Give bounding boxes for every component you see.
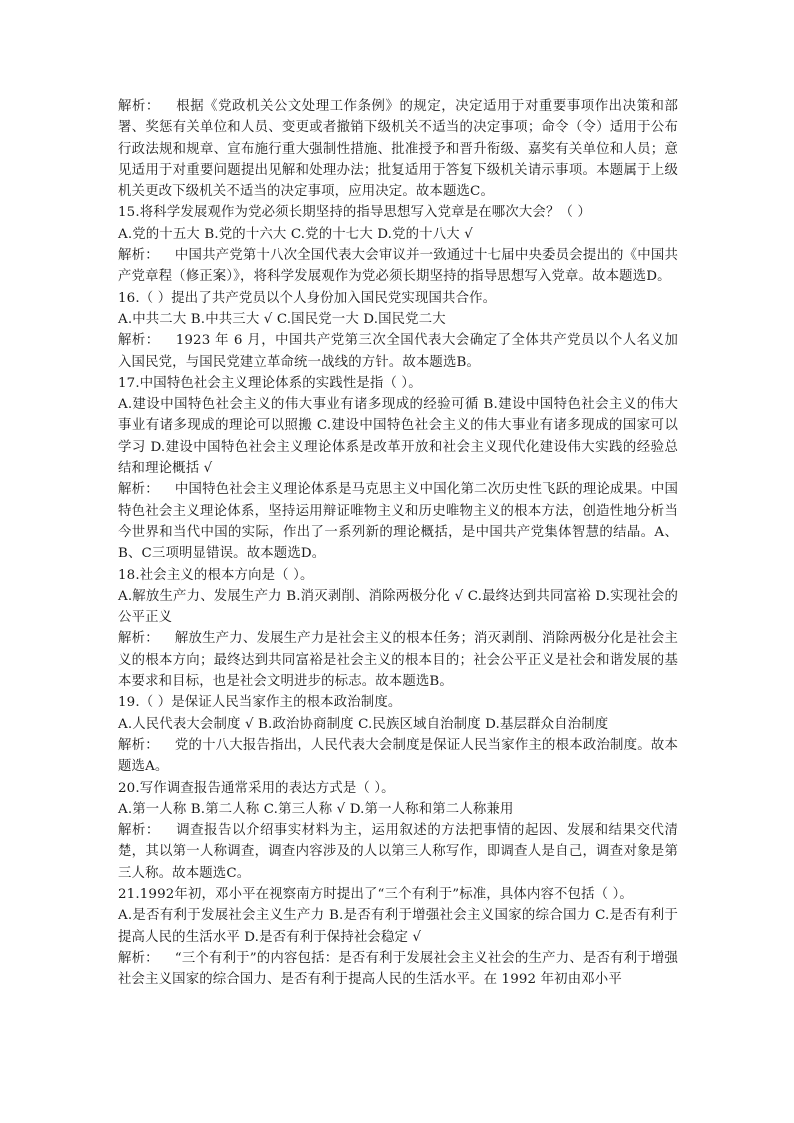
options-20: A.第一人称 B.第二人称 C.第三人称 √ D.第一人称和第二人称兼用 [118, 801, 514, 817]
analysis-label: 解析： [118, 737, 159, 753]
question-17: 17.中国特色社会主义理论体系的实践性是指（ ）。 [118, 375, 422, 391]
analysis-text: 中国特色社会主义理论体系是马克思主义中国化第二次历史性飞跃的理论成果。中国特色社会主义理论体系，坚持运用辩证唯物主义和历史唯物主义的根本方法，创造性地分析当今世界和当代中国的实际，作出了一系列新的理论概括，是中国共产党集体智慧的结晶。A、B、C三项明显错误。故本题选D。 [118, 482, 678, 562]
question-15: 15.将科学发展观作为党必须长期坚持的指导思想写入党章是在哪次大会？（ ） [118, 205, 591, 221]
options-18: A.解放生产力、发展生产力 B.消灭剥削、消除两极分化 √ C.最终达到共同富裕 D.实现社会的公平正义 [118, 588, 678, 626]
analysis-paragraph [118, 479, 678, 564]
options-17: A.建设中国特色社会主义的伟大事业有诸多现成的经验可循 B.建设中国特色社会主义的伟大事业有诸多现成的理论可以照搬 C.建设中国特色社会主义的伟大事业有诸多现成的国家可以学习 D.建设中国特色社会主义理论体系是改革开放和社会主义现代化建设伟大实践的经验总结和理论概括 √ [118, 397, 678, 477]
question-19: 19.（ ）是保证人民当家作主的根本政治制度。 [118, 695, 402, 711]
options-16: A.中共二大 B.中共三大 √ C.国民党一大 D.国民党二大 [118, 311, 446, 327]
question-18: 18.社会主义的根本方向是（ ）。 [118, 567, 314, 583]
question-16: 16.（ ）提出了共产党员以个人身份加入国民党实现国共合作。 [118, 290, 497, 306]
analysis-label: 解析： [118, 248, 159, 264]
options-19: A.人民代表大会制度 √ B.政治协商制度 C.民族区域自治制度 D.基层群众自治制度 [118, 716, 609, 732]
analysis-text: 党的十八大报告指出，人民代表大会制度是保证人民当家作主的根本政治制度。故本题选A。 [118, 737, 678, 775]
analysis-label: 解析： [118, 950, 159, 966]
analysis-text: 调查报告以介绍事实材料为主，运用叙述的方法把事情的起因、发展和结果交代清楚，其以第一人称调查，调查内容涉及的人以第三人称写作，即调查人是自己，调查对象是第三人称。故本题选C。 [118, 823, 679, 881]
analysis-label: 解析： [118, 482, 159, 498]
analysis-label: 解析： [118, 631, 159, 647]
analysis-paragraph [118, 628, 678, 692]
analysis-paragraph [118, 735, 678, 778]
analysis-paragraph [118, 820, 678, 884]
analysis-paragraph [118, 96, 678, 202]
analysis-label: 解析： [118, 333, 160, 349]
analysis-text: 解放生产力、发展生产力是社会主义的根本任务；消灭剥削、消除两极分化是社会主义的根本方向；最终达到共同富裕是社会主义的根本目的；社会公平正义是社会和谐发展的基本要求和目标，也是社会文明进步的标志。故本题选B。 [118, 631, 678, 690]
analysis-paragraph [118, 948, 678, 991]
analysis-label: 解析： [118, 99, 160, 114]
analysis-text: “三个有利于”的内容包括：是否有利于发展社会主义社会的生产力、是否有利于增强社会主义国家的综合国力、是否有利于提高人民的生活水平。在 1992 年初由邓小平 [118, 950, 679, 988]
analysis-text: 中国共产党第十八次全国代表大会审议并一致通过十七届中央委员会提出的《中国共产党章程（修正案）》，将科学发展观作为党必须长期坚持的指导思想写入党章。故本题选D。 [118, 248, 678, 285]
question-20: 20.写作调查报告通常采用的表达方式是（ ）。 [118, 780, 395, 796]
analysis-text: 根据《党政机关公文处理工作条例》的规定，决定适用于对重要事项作出决策和部署、奖惩有关单位和人员、变更或者撤销下级机关不适当的决定事项；命令（令）适用于公布行政法规和规章、宣布施行重大强制性措施、批准授予和晋升衔级、嘉奖有关单位和人员；意见适用于对重要问题提出见解和处理办法；批复适用于答复下级机关请示事项。本题属于上级机关更改下级机关不适当的决定事项，应用决定。故本题选C。 [118, 99, 679, 200]
analysis-label: 解析： [118, 823, 160, 839]
analysis-paragraph [118, 330, 678, 373]
options-15: A.党的十五大 B.党的十六大 C.党的十七大 D.党的十八大 √ [118, 226, 473, 242]
options-21: A.是否有利于发展社会主义生产力 B.是否有利于增强社会主义国家的综合国力 C.是否有利于提高人民的生活水平 D.是否有利于保持社会稳定 √ [118, 908, 678, 945]
document-page [118, 96, 678, 990]
analysis-paragraph [118, 245, 678, 288]
question-21: 21.1992年初，邓小平在视察南方时提出了“三个有利于”标准，具体内容不包括（ ）。 [118, 886, 633, 902]
analysis-text: 1923 年 6 月，中国共产党第三次全国代表大会确定了全体共产党员以个人名义加入国民党，与国民党建立革命统一战线的方针。故本题选B。 [118, 333, 678, 370]
